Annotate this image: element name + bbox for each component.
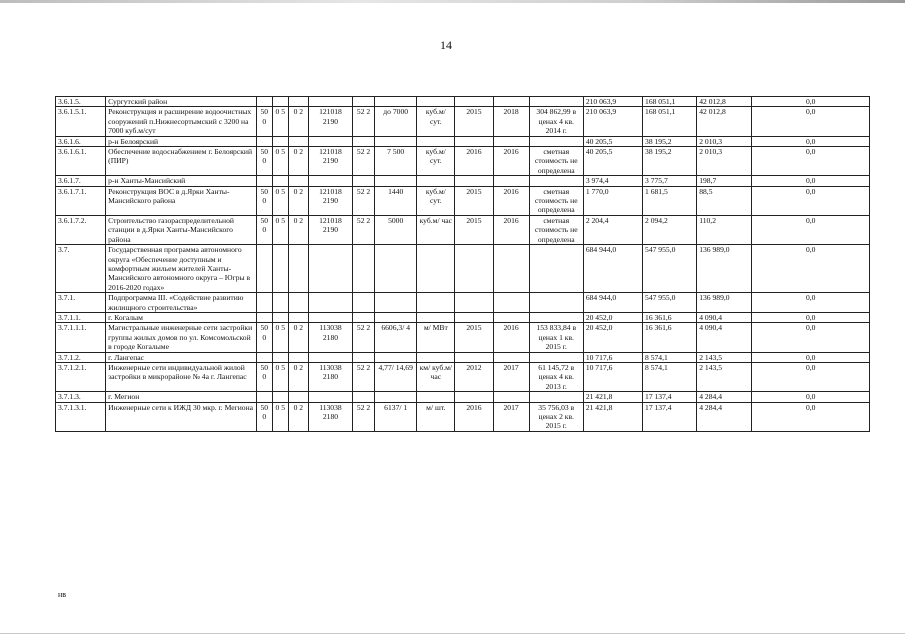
cell-c: 0 2 [288, 147, 308, 176]
cell-d: 52 2 [353, 362, 375, 391]
cell-end: 2018 [493, 107, 529, 136]
table-row [56, 312, 870, 322]
cell-cost [529, 176, 583, 186]
cell-name: Обеспечение водоснабжением г. Белоярский (ПИР) [106, 147, 257, 176]
cell-start: 2015 [455, 323, 493, 352]
cell-v2: 42 012,8 [697, 97, 752, 107]
cell-v1: 168 051,1 [643, 97, 697, 107]
cell-a: 50 0 [256, 107, 272, 136]
cell-start: 2016 [455, 402, 493, 431]
cell-cap: 6606,3/ 4 [375, 323, 417, 352]
cell-cap [375, 312, 417, 322]
cell-v3: 0,0 [752, 362, 870, 391]
cell-v3: 0,0 [752, 136, 870, 146]
cell-v3: 0,0 [752, 176, 870, 186]
cell-v2: 2 143,5 [697, 362, 752, 391]
cell-b: 0 5 [272, 402, 288, 431]
cell-b [272, 97, 288, 107]
cell-name: Строительство газораспределительной станции в д.Ярки Ханты-Мансийского района [106, 215, 257, 244]
cell-unit: куб.м/ сут. [417, 107, 455, 136]
table-row [56, 293, 870, 313]
cell-kbk: 121018 2190 [308, 107, 352, 136]
cell-unit [417, 97, 455, 107]
cell-code: 3.7.1.2. [56, 352, 106, 362]
cell-total: 210 063,9 [583, 107, 642, 136]
cell-d [353, 293, 375, 313]
cell-start [455, 245, 493, 293]
cell-end [493, 176, 529, 186]
cell-v3: 0,0 [752, 186, 870, 215]
cell-a [256, 245, 272, 293]
cell-c [288, 352, 308, 362]
cell-d: 52 2 [353, 215, 375, 244]
cell-start [455, 293, 493, 313]
cell-unit [417, 176, 455, 186]
cell-unit: куб.м/ сут. [417, 186, 455, 215]
cell-total: 21 421,8 [583, 402, 642, 431]
cell-v2: 4 090,4 [697, 323, 752, 352]
cell-total: 210 063,9 [583, 97, 642, 107]
table-row [56, 147, 870, 176]
cell-kbk [308, 136, 352, 146]
cell-start [455, 97, 493, 107]
cell-code: 3.7.1.3. [56, 392, 106, 402]
cell-name: р-н Ханты-Мансийский [106, 176, 257, 186]
cell-b [272, 245, 288, 293]
cell-a [256, 392, 272, 402]
cell-kbk: 121018 2190 [308, 215, 352, 244]
cell-b: 0 5 [272, 147, 288, 176]
cell-v2: 4 284,4 [697, 402, 752, 431]
table-row [56, 215, 870, 244]
cell-total: 20 452,0 [583, 323, 642, 352]
cell-b: 0 5 [272, 215, 288, 244]
cell-end [493, 245, 529, 293]
cell-total: 10 717,6 [583, 352, 642, 362]
cell-kbk [308, 392, 352, 402]
cell-name: Реконструкция ВОС в д.Ярки Ханты-Мансийского района [106, 186, 257, 215]
cell-a: 50 0 [256, 186, 272, 215]
cell-start: 2012 [455, 362, 493, 391]
table-row [56, 186, 870, 215]
cell-c: 0 2 [288, 215, 308, 244]
cell-total: 40 205,5 [583, 147, 642, 176]
cell-name: Инженерные сети к ИЖД 30 мкр. г. Мегиона [106, 402, 257, 431]
cell-end [493, 293, 529, 313]
cell-end [493, 312, 529, 322]
cell-unit [417, 136, 455, 146]
table-row [56, 352, 870, 362]
cell-total: 3 974,4 [583, 176, 642, 186]
cell-end: 2016 [493, 186, 529, 215]
cell-start [455, 352, 493, 362]
cell-total: 684 944,0 [583, 245, 642, 293]
cell-a: 50 0 [256, 323, 272, 352]
cell-code: 3.6.1.6. [56, 136, 106, 146]
cell-unit [417, 293, 455, 313]
cell-cap: до 7000 [375, 107, 417, 136]
cell-d: 52 2 [353, 186, 375, 215]
cell-v3: 0,0 [752, 215, 870, 244]
cell-end: 2017 [493, 402, 529, 431]
cell-kbk: 113038 2180 [308, 362, 352, 391]
page-number: 14 [440, 38, 452, 52]
cell-end [493, 97, 529, 107]
cell-a [256, 293, 272, 313]
cell-v1: 38 195,2 [643, 147, 697, 176]
cell-v1: 1 681,5 [643, 186, 697, 215]
cell-d [353, 245, 375, 293]
cell-cap [375, 176, 417, 186]
cell-unit: км/ куб.м/ час [417, 362, 455, 391]
cell-cost [529, 392, 583, 402]
cell-v1: 38 195,2 [643, 136, 697, 146]
table-row [56, 402, 870, 431]
table-row [56, 392, 870, 402]
table-row [56, 176, 870, 186]
cell-cap: 4,77/ 14,69 [375, 362, 417, 391]
cell-d [353, 136, 375, 146]
cell-cost [529, 245, 583, 293]
cell-total: 10 717,6 [583, 362, 642, 391]
cell-cap: 6137/ 1 [375, 402, 417, 431]
cell-v1: 3 775,7 [643, 176, 697, 186]
cell-cost: сметная стоимость не определена [529, 147, 583, 176]
cell-v3: 0,0 [752, 352, 870, 362]
cell-d: 52 2 [353, 147, 375, 176]
cell-name: Сургутский район [106, 97, 257, 107]
cell-v2: 88,5 [697, 186, 752, 215]
cell-total: 20 452,0 [583, 312, 642, 322]
cell-cost: 61 145,72 в ценах 4 кв. 2013 г. [529, 362, 583, 391]
cell-cap [375, 293, 417, 313]
cell-cost [529, 293, 583, 313]
cell-a [256, 136, 272, 146]
cell-start: 2015 [455, 215, 493, 244]
cell-a [256, 352, 272, 362]
table-row [56, 362, 870, 391]
cell-a: 50 0 [256, 402, 272, 431]
table-row [56, 136, 870, 146]
cell-d: 52 2 [353, 107, 375, 136]
cell-kbk [308, 352, 352, 362]
cell-c [288, 97, 308, 107]
cell-c [288, 392, 308, 402]
cell-kbk: 113038 2180 [308, 323, 352, 352]
cell-v2: 2 143,5 [697, 352, 752, 362]
cell-cap [375, 352, 417, 362]
cell-cost [529, 97, 583, 107]
cell-cap: 7 500 [375, 147, 417, 176]
cell-d: 52 2 [353, 402, 375, 431]
cell-d [353, 312, 375, 322]
cell-c [288, 293, 308, 313]
cell-code: 3.6.1.6.1. [56, 147, 106, 176]
cell-b [272, 176, 288, 186]
cell-c: 0 2 [288, 362, 308, 391]
cell-d [353, 352, 375, 362]
cell-unit: куб.м/ час [417, 215, 455, 244]
cell-a [256, 97, 272, 107]
cell-v2: 4 284,4 [697, 392, 752, 402]
cell-cap [375, 136, 417, 146]
cell-b [272, 136, 288, 146]
cell-end: 2016 [493, 323, 529, 352]
cell-name: г. Когалым [106, 312, 257, 322]
cell-b: 0 5 [272, 323, 288, 352]
cell-cost [529, 312, 583, 322]
cell-end [493, 136, 529, 146]
cell-c [288, 176, 308, 186]
table-row [56, 107, 870, 136]
cell-unit: куб.м/ сут. [417, 147, 455, 176]
cell-v2: 42 012,8 [697, 107, 752, 136]
cell-name: Реконструкция и расширение водоочистных сооружений п.Нижнесортымский с 3200 на 7000 куб.м/сут [106, 107, 257, 136]
cell-code: 3.7.1.2.1. [56, 362, 106, 391]
cell-v2: 198,7 [697, 176, 752, 186]
cell-v1: 17 137,4 [643, 402, 697, 431]
cell-b: 0 5 [272, 362, 288, 391]
cell-v1: 547 955,0 [643, 293, 697, 313]
footer-mark: нв [58, 590, 67, 599]
cell-a [256, 176, 272, 186]
cell-cost: 304 862,99 в ценах 4 кв. 2014 г. [529, 107, 583, 136]
table-row [56, 97, 870, 107]
cell-c: 0 2 [288, 323, 308, 352]
table-body [56, 97, 870, 432]
cell-a: 50 0 [256, 147, 272, 176]
cell-total: 21 421,8 [583, 392, 642, 402]
cell-cost: 35 756,03 в ценах 2 кв. 2015 г. [529, 402, 583, 431]
table-row [56, 323, 870, 352]
cell-kbk [308, 97, 352, 107]
cell-d [353, 392, 375, 402]
cell-v3: 0,0 [752, 293, 870, 313]
cell-a [256, 312, 272, 322]
cell-code: 3.7.1.1. [56, 312, 106, 322]
cell-c [288, 245, 308, 293]
cell-v1: 547 955,0 [643, 245, 697, 293]
cell-code: 3.7.1.1.1. [56, 323, 106, 352]
cell-total: 2 204,4 [583, 215, 642, 244]
cell-b [272, 312, 288, 322]
cell-code: 3.7. [56, 245, 106, 293]
cell-start [455, 312, 493, 322]
cell-cost [529, 136, 583, 146]
cell-c: 0 2 [288, 402, 308, 431]
cell-v1: 168 051,1 [643, 107, 697, 136]
cell-c [288, 136, 308, 146]
cell-code: 3.6.1.7.1. [56, 186, 106, 215]
cell-unit [417, 312, 455, 322]
cell-d [353, 176, 375, 186]
cell-end [493, 392, 529, 402]
cell-unit: м/ шт. [417, 402, 455, 431]
cell-v3: 0,0 [752, 312, 870, 322]
cell-end [493, 352, 529, 362]
cell-b: 0 5 [272, 186, 288, 215]
cell-d [353, 97, 375, 107]
cell-v3: 0,0 [752, 147, 870, 176]
cell-v2: 4 090,4 [697, 312, 752, 322]
cell-d: 52 2 [353, 323, 375, 352]
cell-b [272, 352, 288, 362]
cell-v2: 136 989,0 [697, 293, 752, 313]
table-row [56, 245, 870, 293]
cell-unit: м/ МВт [417, 323, 455, 352]
cell-kbk [308, 245, 352, 293]
cell-total: 1 770,0 [583, 186, 642, 215]
scan-edge-bottom [0, 633, 905, 634]
cell-cost: сметная стоимость не определена [529, 186, 583, 215]
cell-kbk [308, 293, 352, 313]
cell-code: 3.6.1.5. [56, 97, 106, 107]
cell-kbk: 121018 2190 [308, 186, 352, 215]
cell-end: 2016 [493, 215, 529, 244]
cell-v2: 110,2 [697, 215, 752, 244]
cell-kbk [308, 176, 352, 186]
cell-c: 0 2 [288, 107, 308, 136]
cell-v3: 0,0 [752, 392, 870, 402]
cell-v1: 17 137,4 [643, 392, 697, 402]
cell-unit [417, 352, 455, 362]
cell-cap: 5000 [375, 215, 417, 244]
cell-cap [375, 97, 417, 107]
cell-start: 2016 [455, 147, 493, 176]
cell-v2: 136 989,0 [697, 245, 752, 293]
cell-cap [375, 245, 417, 293]
cell-code: 3.6.1.7. [56, 176, 106, 186]
cell-v3: 0,0 [752, 402, 870, 431]
cell-start: 2015 [455, 107, 493, 136]
cell-name: р-н Белоярский [106, 136, 257, 146]
cell-v3: 0,0 [752, 323, 870, 352]
cell-v1: 16 361,6 [643, 323, 697, 352]
cell-code: 3.6.1.5.1. [56, 107, 106, 136]
cell-b [272, 392, 288, 402]
cell-b [272, 293, 288, 313]
cell-start [455, 176, 493, 186]
cell-v3: 0,0 [752, 97, 870, 107]
cell-v1: 2 094,2 [643, 215, 697, 244]
cell-start [455, 392, 493, 402]
cell-cost: 153 833,84 в ценах 1 кв. 2015 г. [529, 323, 583, 352]
cell-end: 2016 [493, 147, 529, 176]
cell-v3: 0,0 [752, 245, 870, 293]
cell-total: 684 944,0 [583, 293, 642, 313]
cell-v2: 2 010,3 [697, 136, 752, 146]
cell-a: 50 0 [256, 362, 272, 391]
scan-edge-top [0, 0, 905, 3]
cell-start: 2015 [455, 186, 493, 215]
cell-a: 50 0 [256, 215, 272, 244]
cell-b: 0 5 [272, 107, 288, 136]
cell-cost: сметная стоимость не определена [529, 215, 583, 244]
cell-total: 40 205,5 [583, 136, 642, 146]
cell-c [288, 312, 308, 322]
cell-cap [375, 392, 417, 402]
cell-name: г. Лангепас [106, 352, 257, 362]
cell-code: 3.7.1. [56, 293, 106, 313]
cell-kbk: 121018 2190 [308, 147, 352, 176]
cell-kbk: 113038 2180 [308, 402, 352, 431]
cell-v1: 16 361,6 [643, 312, 697, 322]
cell-v1: 8 574,1 [643, 352, 697, 362]
cell-start [455, 136, 493, 146]
cell-code: 3.7.1.3.1. [56, 402, 106, 431]
cell-cap: 1440 [375, 186, 417, 215]
cell-v3: 0,0 [752, 107, 870, 136]
cell-end: 2017 [493, 362, 529, 391]
cell-kbk [308, 312, 352, 322]
cell-unit [417, 245, 455, 293]
cell-code: 3.6.1.7.2. [56, 215, 106, 244]
cell-unit [417, 392, 455, 402]
cell-v1: 8 574,1 [643, 362, 697, 391]
cell-name: Государственная программа автономного округа «Обеспечение доступным и комфортным жильем жителей Ханты-Мансийского автономного округа – Югры в 2016-2020 годах» [106, 245, 257, 293]
cell-cost [529, 352, 583, 362]
cell-v2: 2 010,3 [697, 147, 752, 176]
cell-name: г. Мегион [106, 392, 257, 402]
investment-table [55, 96, 870, 432]
cell-name: Магистральные инженерные сети застройки группы жилых домов по ул. Комсомольской в городе Когалыме [106, 323, 257, 352]
cell-c: 0 2 [288, 186, 308, 215]
cell-name: Подпрограмма III. «Содействие развитию жилищного строительства» [106, 293, 257, 313]
cell-name: Инженерные сети индивидуальной жилой застройки в микрорайоне № 4а г. Лангепас [106, 362, 257, 391]
